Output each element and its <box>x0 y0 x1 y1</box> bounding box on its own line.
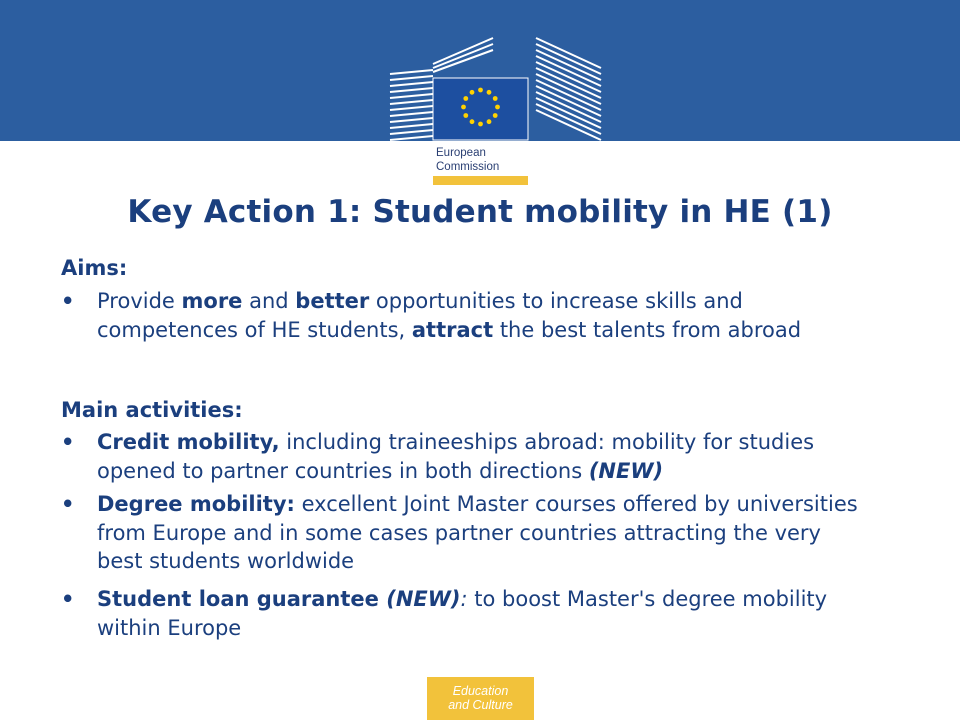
bullet-dot: • <box>61 430 75 454</box>
aims-item-text: Provide more and better opportunities to increase skills and competences of HE students, attract the best talents from abroad <box>97 289 802 342</box>
bullet-dot: • <box>61 587 75 611</box>
activity-item-text: Student loan guarantee (NEW): to boost Master's degree mobility within Europe <box>97 587 828 640</box>
activities-heading: Main activities: <box>61 398 243 422</box>
bullet-dot: • <box>61 492 75 516</box>
aims-heading: Aims: <box>61 256 128 280</box>
footer-line-1: Education <box>452 684 509 698</box>
footer-line-2: and Culture <box>448 698 513 712</box>
activity-item-text: Credit mobility, including traineeships abroad: mobility for studies opened to partner countries in both directions (NEW) <box>97 430 815 483</box>
page-title: Key Action 1: Student mobility in HE (1) <box>127 194 833 230</box>
logo-accent-bar <box>433 176 528 185</box>
activity-item-text: Degree mobility: excellent Joint Master courses offered by universities from Europe and in some cases partner countries attracting the very best students worldwide <box>97 492 858 573</box>
logo-line-2: Commission <box>436 161 500 173</box>
logo-text <box>436 146 536 174</box>
bullet-dot: • <box>61 289 75 313</box>
logo-line-1: European <box>436 147 486 159</box>
footer-badge <box>427 677 534 720</box>
